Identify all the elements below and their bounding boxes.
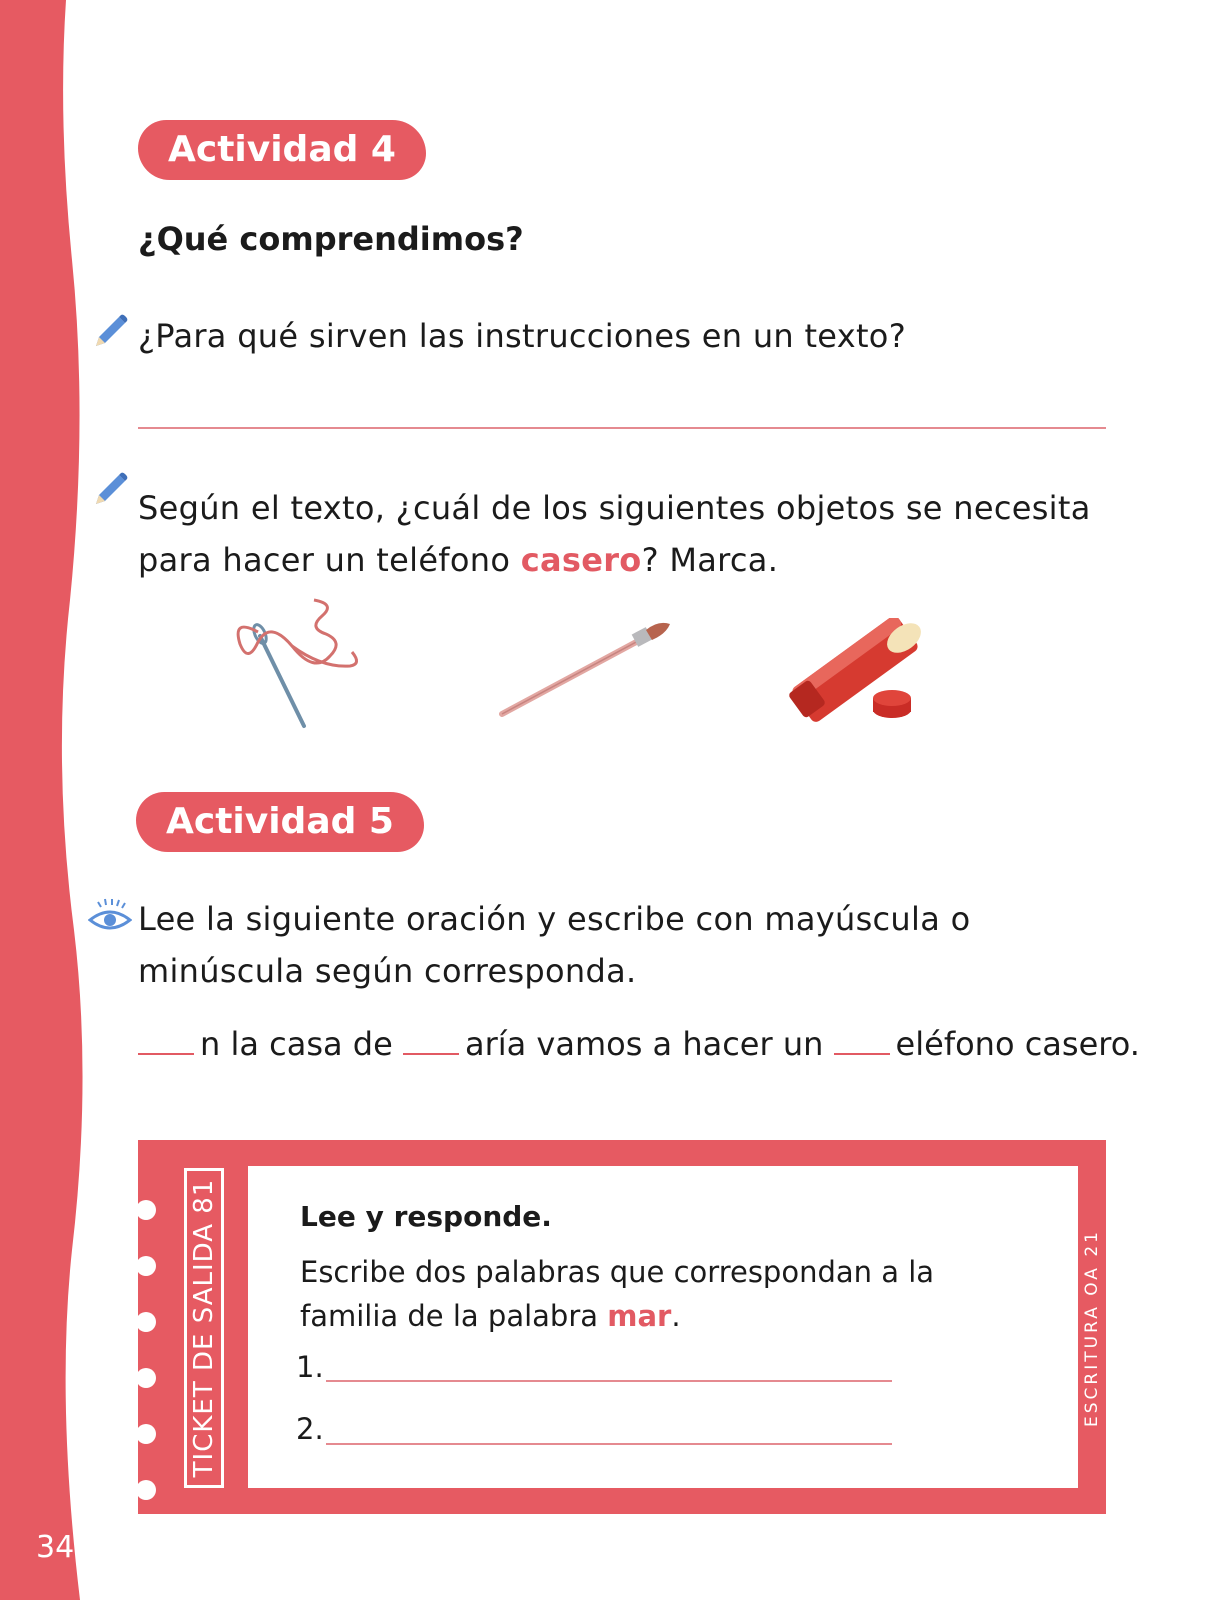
needle-and-thread-icon[interactable] <box>222 598 372 730</box>
question-2-text: para hacer un teléfono <box>138 541 521 579</box>
blank-3[interactable] <box>834 1053 890 1055</box>
instruction-line-1: Lee la siguiente oración y escribe con mayúscula o <box>138 900 971 938</box>
highlight-word: mar <box>607 1299 672 1333</box>
activity-5-instruction <box>138 893 970 997</box>
sentence-part-1: n la casa de <box>200 1025 403 1063</box>
perforation <box>136 1424 156 1444</box>
pencil-icon <box>90 312 130 352</box>
sentence-part-3: eléfono casero. <box>895 1025 1140 1063</box>
glue-stick-icon[interactable] <box>780 618 940 738</box>
perforation <box>136 1368 156 1388</box>
page-number: 34 <box>36 1530 75 1565</box>
blank-1[interactable] <box>138 1053 194 1055</box>
perforation <box>136 1480 156 1500</box>
blank-2[interactable] <box>403 1053 459 1055</box>
answer-number-2: 2. <box>296 1412 324 1446</box>
perforation <box>136 1200 156 1220</box>
question-2-end: ? Marca. <box>641 541 779 579</box>
ticket-side-label: ESCRITURA OA 21 <box>1082 1229 1102 1427</box>
ticket-text: familia de la palabra <box>300 1299 608 1333</box>
perforation <box>136 1256 156 1276</box>
ticket-instruction <box>300 1250 940 1338</box>
question-1: ¿Para qué sirven las instrucciones en un texto? <box>138 317 906 355</box>
highlight-word: casero <box>520 541 642 579</box>
ticket-title: Lee y responde. <box>300 1200 552 1233</box>
left-decorative-band <box>0 0 96 1600</box>
ticket-instruction-line-2 <box>300 1294 940 1338</box>
activity-4-badge: Actividad 4 <box>138 120 426 180</box>
answer-line-1[interactable] <box>138 427 1106 429</box>
pencil-icon <box>90 470 130 510</box>
answer-number-1: 1. <box>296 1350 324 1384</box>
ticket-answer-line-2[interactable] <box>326 1443 892 1445</box>
perforation <box>136 1312 156 1332</box>
ticket-answer-line-1[interactable] <box>326 1380 892 1382</box>
activity-5-badge: Actividad 5 <box>136 792 424 852</box>
ticket-instruction-line-1: Escribe dos palabras que correspondan a la <box>300 1255 935 1289</box>
eye-icon <box>88 898 132 932</box>
question-2-line-1: Según el texto, ¿cuál de los siguientes objetos se necesita <box>138 489 1091 527</box>
ticket-label: TICKET DE SALIDA 81 <box>189 1178 219 1478</box>
ticket-text-end: . <box>671 1299 681 1333</box>
fill-in-sentence <box>138 1025 1140 1063</box>
paintbrush-icon[interactable] <box>498 618 678 718</box>
question-2 <box>138 482 1091 586</box>
section-heading: ¿Qué comprendimos? <box>138 220 524 258</box>
question-2-line-2 <box>138 534 1091 586</box>
instruction-line-2: minúscula según corresponda. <box>138 952 637 990</box>
sentence-part-2: aría vamos a hacer un <box>464 1025 834 1063</box>
